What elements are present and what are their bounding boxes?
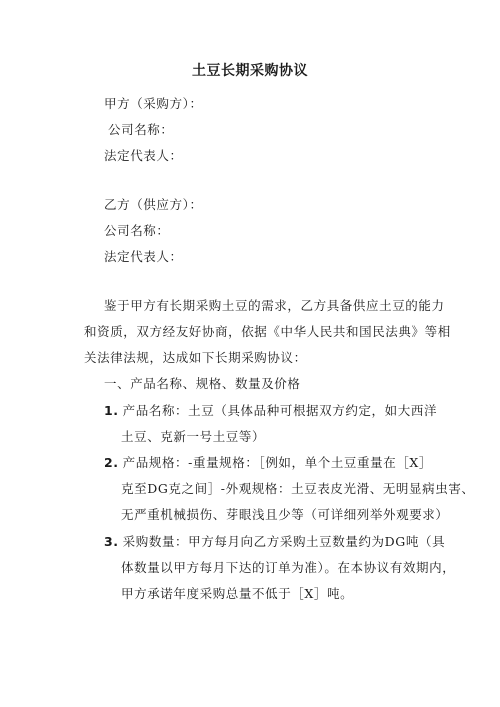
clause-1-text: 产品名称：土豆（具体品种可根据双方约定，如大西洋 — [122, 403, 438, 418]
preamble-line-2: 和资质，双方经友好协商，依据《中华人民共和国民法典》等相 — [84, 324, 451, 339]
clause-3-line-1 — [104, 532, 445, 550]
party-a-representative: 法定代表人： — [104, 148, 183, 163]
party-a-company: 公司名称： — [108, 122, 174, 137]
clause-1-line-2: 土豆、克新一号土豆等） — [121, 429, 266, 444]
clause-2-text: 产品规格：-重量规格：［例如，单个土豆重量在［X］ — [122, 455, 433, 470]
clause-3-number: 3. — [104, 534, 119, 549]
party-a-label: 甲方（采购方）： — [104, 96, 203, 111]
party-b-label: 乙方（供应方）： — [104, 197, 203, 212]
clause-3-line-3: 甲方承诺年度采购总量不低于［X］吨。 — [121, 586, 354, 601]
preamble-line-1: 鉴于甲方有长期采购土豆的需求，乙方具备供应土豆的能力 — [104, 298, 445, 313]
section-1-heading: 一、产品名称、规格、数量及价格 — [104, 376, 301, 391]
clause-2-line-1 — [104, 453, 432, 471]
document-title: 土豆长期采购协议 — [192, 63, 308, 79]
preamble-line-3: 关法律法规，达成如下长期采购协议： — [84, 350, 307, 365]
party-b-representative: 法定代表人： — [104, 249, 183, 264]
clause-1-line-1 — [104, 401, 437, 419]
clause-3-line-2: 体数量以甲方每月下达的订单为准）。在本协议有效期内， — [121, 560, 456, 575]
clause-3-text: 采购数量：甲方每月向乙方采购土豆数量约为DG吨（具 — [122, 534, 446, 549]
clause-2-number: 2. — [104, 455, 119, 470]
party-b-company: 公司名称： — [104, 223, 170, 238]
clause-2-line-3: 无严重机械损伤、芽眼浅且少等（可详细列举外观要求） — [121, 507, 449, 522]
clause-2-line-2: 克至DG克之间］-外观规格：土豆表皮光滑、无明显病虫害、 — [121, 481, 475, 496]
clause-1-number: 1. — [104, 403, 119, 418]
